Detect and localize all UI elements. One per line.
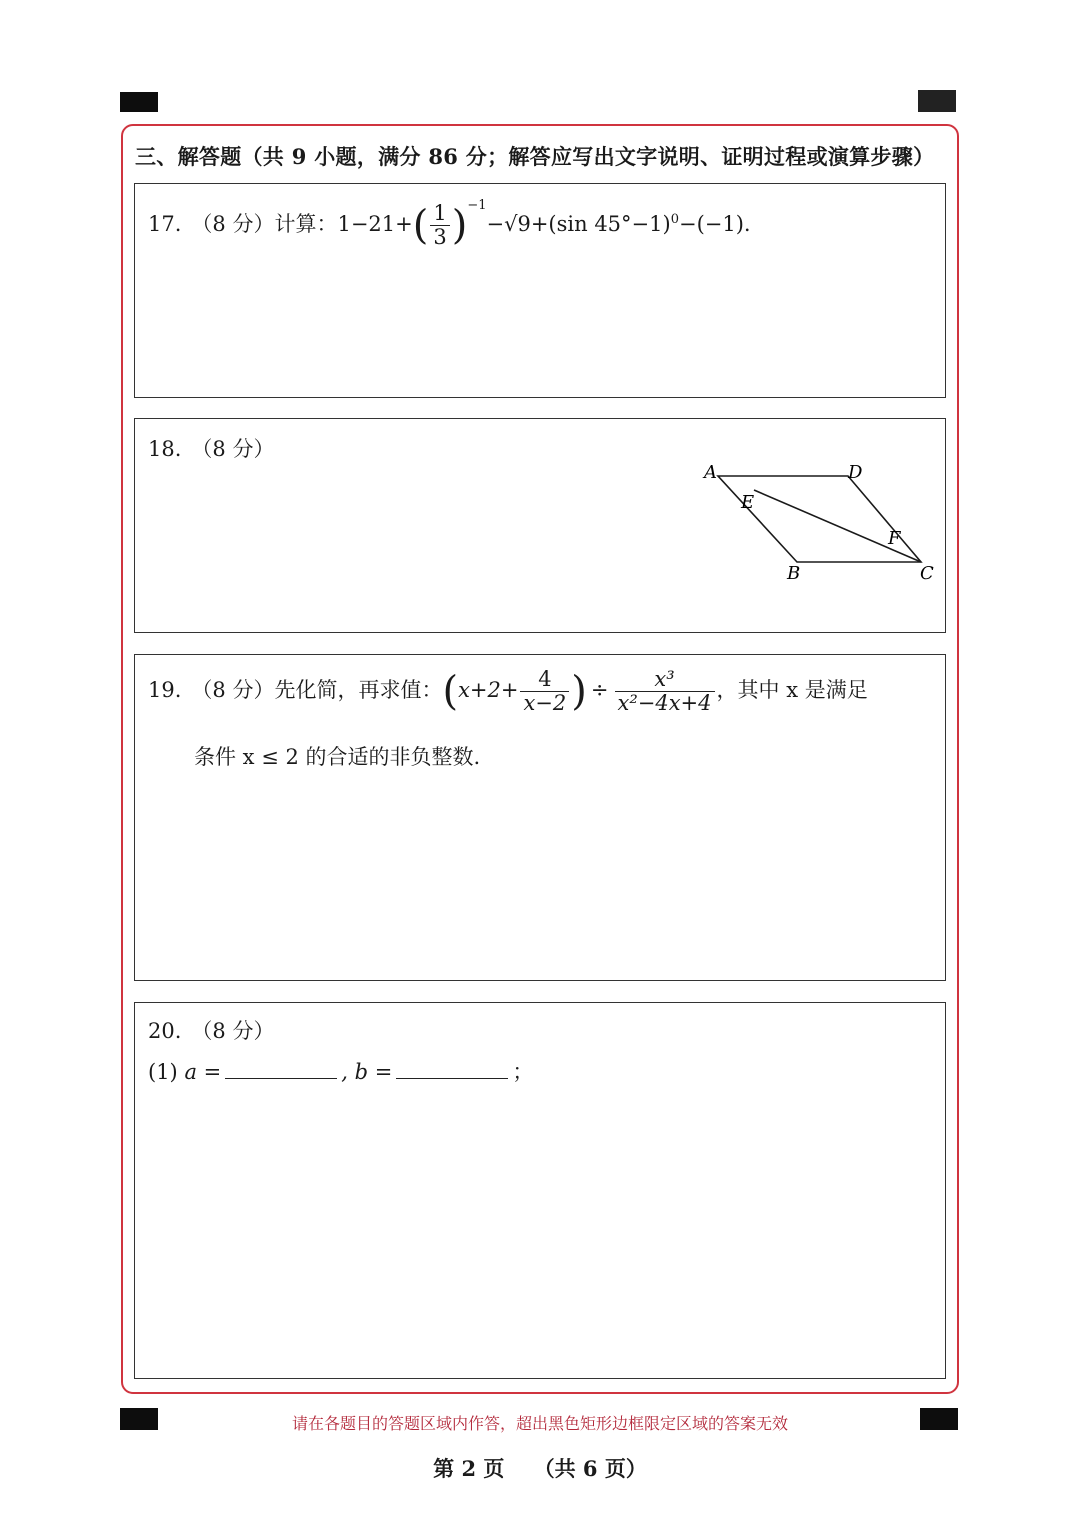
footer-note: 请在各题目的答题区域内作答，超出黑色矩形边框限定区域的答案无效 xyxy=(291,1414,788,1433)
q17-text: 17. （8 分）计算：1−21+( $\frac{1}{3}$ )$^{-1}$−√9+(sin 45°−1)$^0$−(−1). xyxy=(148,198,751,249)
registration-mark-top-right xyxy=(918,90,956,112)
q19-fraction-1: $\frac{4}{x-2}$ xyxy=(520,668,569,715)
q20-a-label: a = xyxy=(184,1060,222,1084)
segment-ec xyxy=(754,490,921,562)
q17-expr-a: 1−21+ xyxy=(337,212,413,236)
q20-part1 xyxy=(148,1056,533,1086)
label-f: F xyxy=(888,528,901,549)
q19-tail: ，其中 x 是满足 xyxy=(716,678,868,703)
q18-text xyxy=(148,433,274,463)
q19-line2: 条件 x ≤ 2 的合适的非负整数. xyxy=(194,745,481,769)
q20-part1-label: (1) xyxy=(148,1060,178,1084)
q18-points: （8 分） xyxy=(191,437,275,461)
q20-b-blank[interactable] xyxy=(396,1056,508,1079)
q20-points: （8 分） xyxy=(191,1019,275,1043)
q20-b-label: , b = xyxy=(341,1060,393,1084)
q17-fraction: $\frac{1}{3}$ xyxy=(430,202,449,249)
q19-points: （8 分）先化简，再求值： xyxy=(191,678,443,703)
label-d: D xyxy=(848,462,863,483)
label-c: C xyxy=(920,563,934,584)
q17-number: 17. xyxy=(148,212,182,236)
q17-exponent: −1 xyxy=(467,198,487,213)
q19-fraction-2: $\frac{\text{x³}}{\text{x²−4x+4}}$ xyxy=(615,668,715,715)
q19-number: 19. xyxy=(148,678,182,703)
q20-end: ； xyxy=(512,1060,534,1084)
q18-parallelogram-figure xyxy=(690,455,950,590)
q20-text xyxy=(148,1015,274,1045)
q19-divide: ÷ xyxy=(590,678,609,703)
label-b: B xyxy=(787,563,801,584)
registration-mark-top-left xyxy=(120,92,158,112)
label-e: E xyxy=(741,492,755,513)
page-number: 第 2 页 （共 6 页） xyxy=(433,1456,647,1481)
q18-number: 18. xyxy=(148,437,182,461)
section-title: 三、解答题（共 9 小题，满分 86 分；解答应写出文字说明、证明过程或演算步骤） xyxy=(135,144,935,169)
q17-expr-c: −(−1). xyxy=(678,212,751,236)
q17-expr-b: −√9+(sin 45°−1) xyxy=(486,212,671,236)
q20-a-blank[interactable] xyxy=(225,1056,337,1079)
q19-expr-a: x+2+ xyxy=(458,678,519,703)
q20-number: 20. xyxy=(148,1019,182,1043)
label-a: A xyxy=(704,462,717,483)
q19-text: 19. （8 分）先化简，再求值：(x+2+ $\frac{4}{x-2}$ ) ÷ $\frac{\text{x³}}{\text{x²−4x+4}}$ ，其中 x 是满足 xyxy=(148,667,868,716)
q17-zero-exponent: 0 xyxy=(670,212,679,227)
q17-points: （8 分）计算： xyxy=(191,212,338,236)
